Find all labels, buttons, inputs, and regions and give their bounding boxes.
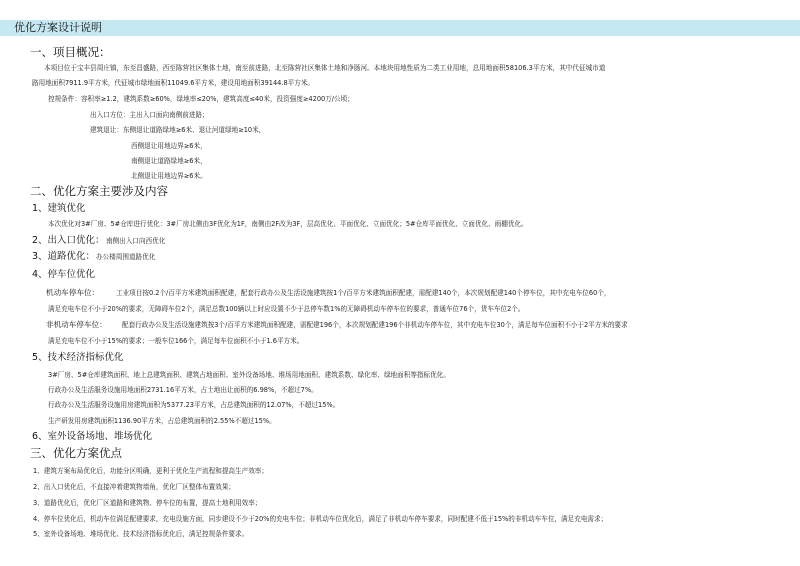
page-title: 优化方案设计说明: [14, 21, 102, 34]
entrance-direction: 出入口方位：主出入口面向南侧前进路；: [90, 111, 209, 119]
indicator-line-3: 行政办公及生活服务设施用房建筑面积为5377.23平方米，占总建筑面积的12.07%，不超过15%。: [48, 401, 340, 409]
indicator-line-2: 行政办公及生活服务设施用地面积2731.16平方米，占土地出让面积的6.98%，不超过7%。: [48, 386, 318, 394]
indicator-line-1: 3#厂房、5#仓库建筑面积、地上总建筑面积、建筑占地面积、室外设备场地、堆场用地面积、建筑系数、绿化率、绿地面积等指标优化。: [48, 371, 450, 379]
advantage-2: 2、出入口优化后，不直接冲着建筑物墙角，优化厂区整体布置效果；: [33, 483, 236, 491]
setback-west: 西侧退让用地边界≥6米，: [131, 142, 207, 150]
item-2-text: 南侧出入口向西优化: [106, 237, 166, 245]
setback-east: 建筑退让：东侧退让道路绿地≥6米、退让河道绿地≥10米，: [90, 126, 266, 134]
setback-north: 北侧退让用地边界≥6米。: [131, 172, 207, 180]
section-3-heading: 三、优化方案优点: [30, 446, 122, 460]
section-1-heading: 一、项目概况：: [30, 45, 111, 59]
item-1-text: 本次优化对3#厂房、5#仓库进行优化：3#厂房北侧由3F优化为1F，南侧由2F改为3F，层高优化、平面优化、立面优化；5#仓库平面优化、立面优化、雨棚优化。: [48, 220, 528, 228]
item-3-text: 办公楼周围道路优化: [96, 253, 156, 261]
overview-line-1: 本项目位于宝丰县周庄镇，东至昌盛路，西至陈营社区集体土地，南至前进路，北至陈营社区集体土地和净肠河。本地块用地性质为二类工业用地，总用地面积58106.3平方米，其中代征城市道: [44, 64, 606, 72]
advantage-5: 5、室外设备场地、堆场优化、技术经济指标优化后，满足控规条件要求。: [33, 530, 249, 538]
section-2-heading: 二、优化方案主要涉及内容: [30, 184, 168, 198]
advantage-3: 3、道路优化后，优化厂区道路和建筑物、停车位的布置，提高土地利用效率；: [33, 499, 262, 507]
item-6-title: 6、室外设备场地、堆场优化: [32, 431, 153, 442]
motor-parking-line-1: 工业项目按0.2个/百平方米建筑面积配建，配套行政办公及生活设施建筑按1个/百平方米建筑面积配建，需配建140个，本次规划配建140个停车位，其中充电车位60个，: [116, 289, 611, 297]
item-3-title: 3、道路优化：: [32, 251, 96, 262]
overview-line-2: 路用地面积7911.9平方米，代征城市绿地面积11049.6平方米，建设用地面积39144.8平方米。: [32, 79, 315, 87]
motor-parking-label: 机动车停车位：: [46, 288, 100, 297]
indicator-line-4: 生产研发用房建筑面积1136.90平方米，占总建筑面积的2.55%不超过15%。: [48, 417, 276, 425]
advantage-4: 4、停车位优化后，机动车位满足配建要求，充电设施方面，同步建设不少于20%的充电车位；非机动车位优化后，满足了非机动车停车要求，同时配建不低于15%的非机动车车位，满足充电需求；: [33, 515, 608, 523]
nonmotor-parking-line-1: 配套行政办公及生活设施建筑按3个/百平方米建筑面积配建，需配建196个，本次规划配建196个非机动车停车位，其中充电车位30个，满足每车位面积不小于2平方米的要求: [122, 321, 628, 329]
motor-parking-line-2: 满足充电车位不小于20%的要求，无障碍车位2个，满足总数100辆以上时应设置不少于总停车数1%的无障碍机动车停车位的要求，普通车位76个，货车车位2个。: [48, 305, 525, 313]
setback-south: 南侧退让道路绿地≥6米，: [131, 157, 207, 165]
item-4-title: 4、停车位优化: [32, 269, 96, 280]
item-5-title: 5、技术经济指标优化: [32, 352, 124, 363]
item-2-title: 2、出入口优化：: [32, 235, 105, 246]
nonmotor-parking-label: 非机动车停车位：: [46, 320, 107, 329]
planning-conditions: 控规条件：容积率≥1.2，建筑系数≥60%，绿地率≤20%，建筑高度≤40米，投资强度≥4200万/公顷；: [48, 95, 354, 103]
nonmotor-parking-line-2: 满足充电车位不小于15%的要求；一般车位166个，满足每车位面积不小于1.6平方米。: [48, 337, 304, 345]
advantage-1: 1、建筑方案布局优化后，功能分区明确，更利于优化生产流程和提高生产效率；: [33, 467, 268, 475]
item-1-title: 1、建筑优化: [32, 203, 86, 214]
